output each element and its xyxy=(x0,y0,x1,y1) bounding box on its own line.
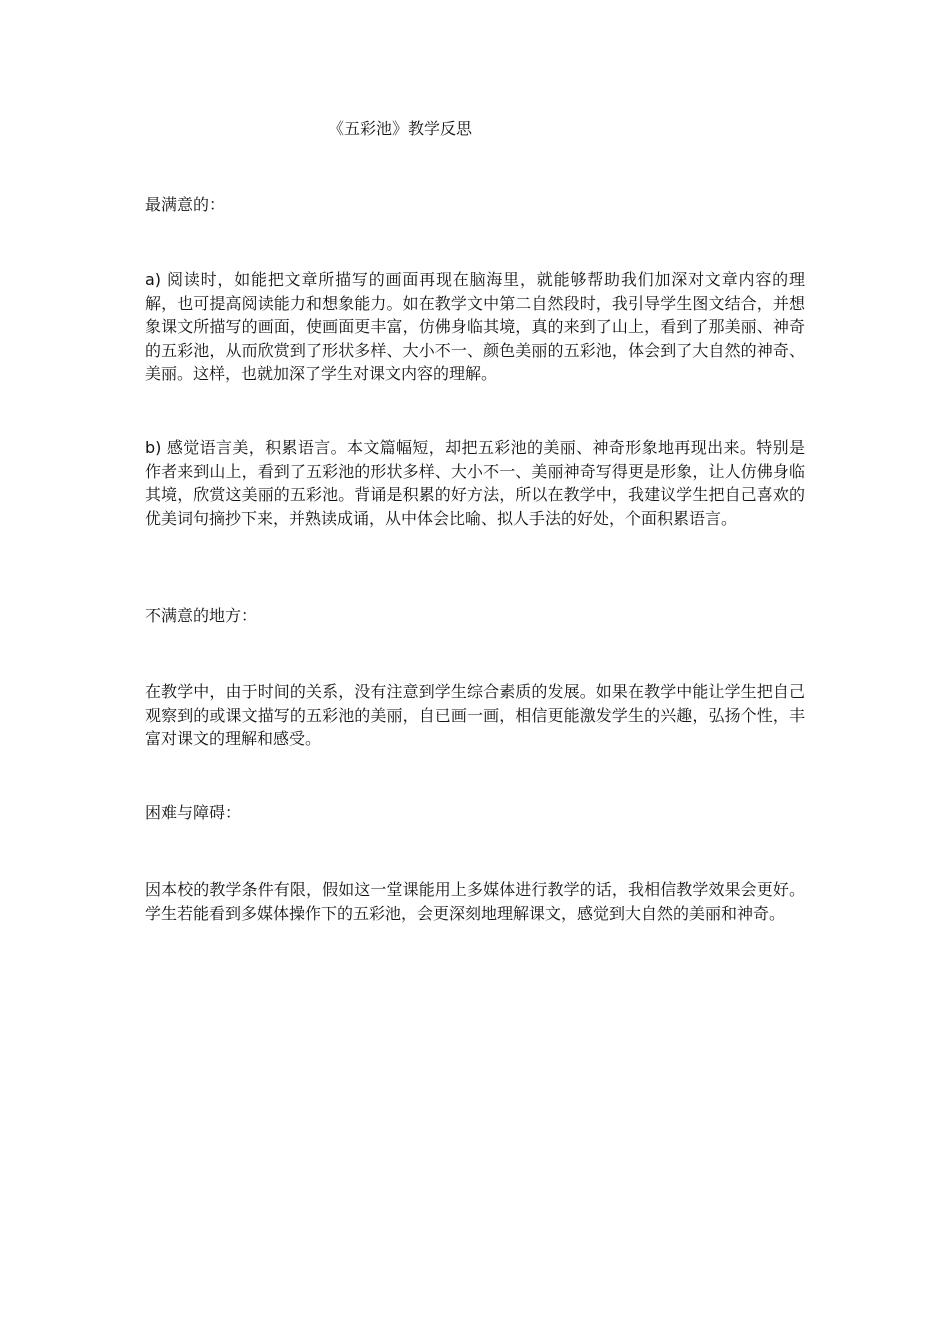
paragraph-unsatisfied: 在教学中，由于时间的关系，没有注意到学生综合素质的发展。如果在教学中能让学生把自己观察到的或课文描写的五彩池的美丽，自已画一画，相信更能激发学生的兴趣，弘扬个性，丰富对课文的理解和感受。 xyxy=(145,682,805,748)
paragraph-b: b) 感觉语言美，积累语言。本文篇幅短，却把五彩池的美丽、神奇形象地再现出来。特别是作者来到山上，看到了五彩池的形状多样、大小不一、美丽神奇写得更是形象，让人仿佛身临其境，欣赏这美丽的五彩池。背诵是积累的好方法，所以在教学中，我建议学生把自己喜欢的优美词句摘抄下来，并熟读成诵，从中体会比喻、拟人手法的好处，个面积累语言。 xyxy=(145,438,805,528)
section-heading-unsatisfied: 不满意的地方： xyxy=(145,606,258,625)
paragraph-a: a) 阅读时，如能把文章所描写的画面再现在脑海里，就能够帮助我们加深对文章内容的理解，也可提高阅读能力和想象能力。如在教学文中第二自然段时，我引导学生图文结合，并想象课文所描写的画面，使画面更丰富，仿佛身临其境，真的来到了山上，看到了那美丽、神奇的五彩池，从而欣赏到了形状多样、大小不一、颜色美丽的五彩池，体会到了大自然的神奇、美丽。这样，也就加深了学生对课文内容的理解。 xyxy=(145,270,805,383)
paragraph-difficulties: 因本校的教学条件有限，假如这一堂课能用上多媒体进行教学的话，我相信教学效果会更好。学生若能看到多媒体操作下的五彩池，会更深刻地理解课文，感觉到大自然的美丽和神奇。 xyxy=(145,880,805,923)
section-heading-satisfied: 最满意的： xyxy=(145,195,226,214)
document-title: 《五彩池》教学反思 xyxy=(327,119,472,138)
section-heading-difficulties: 困难与障碍： xyxy=(145,803,242,822)
